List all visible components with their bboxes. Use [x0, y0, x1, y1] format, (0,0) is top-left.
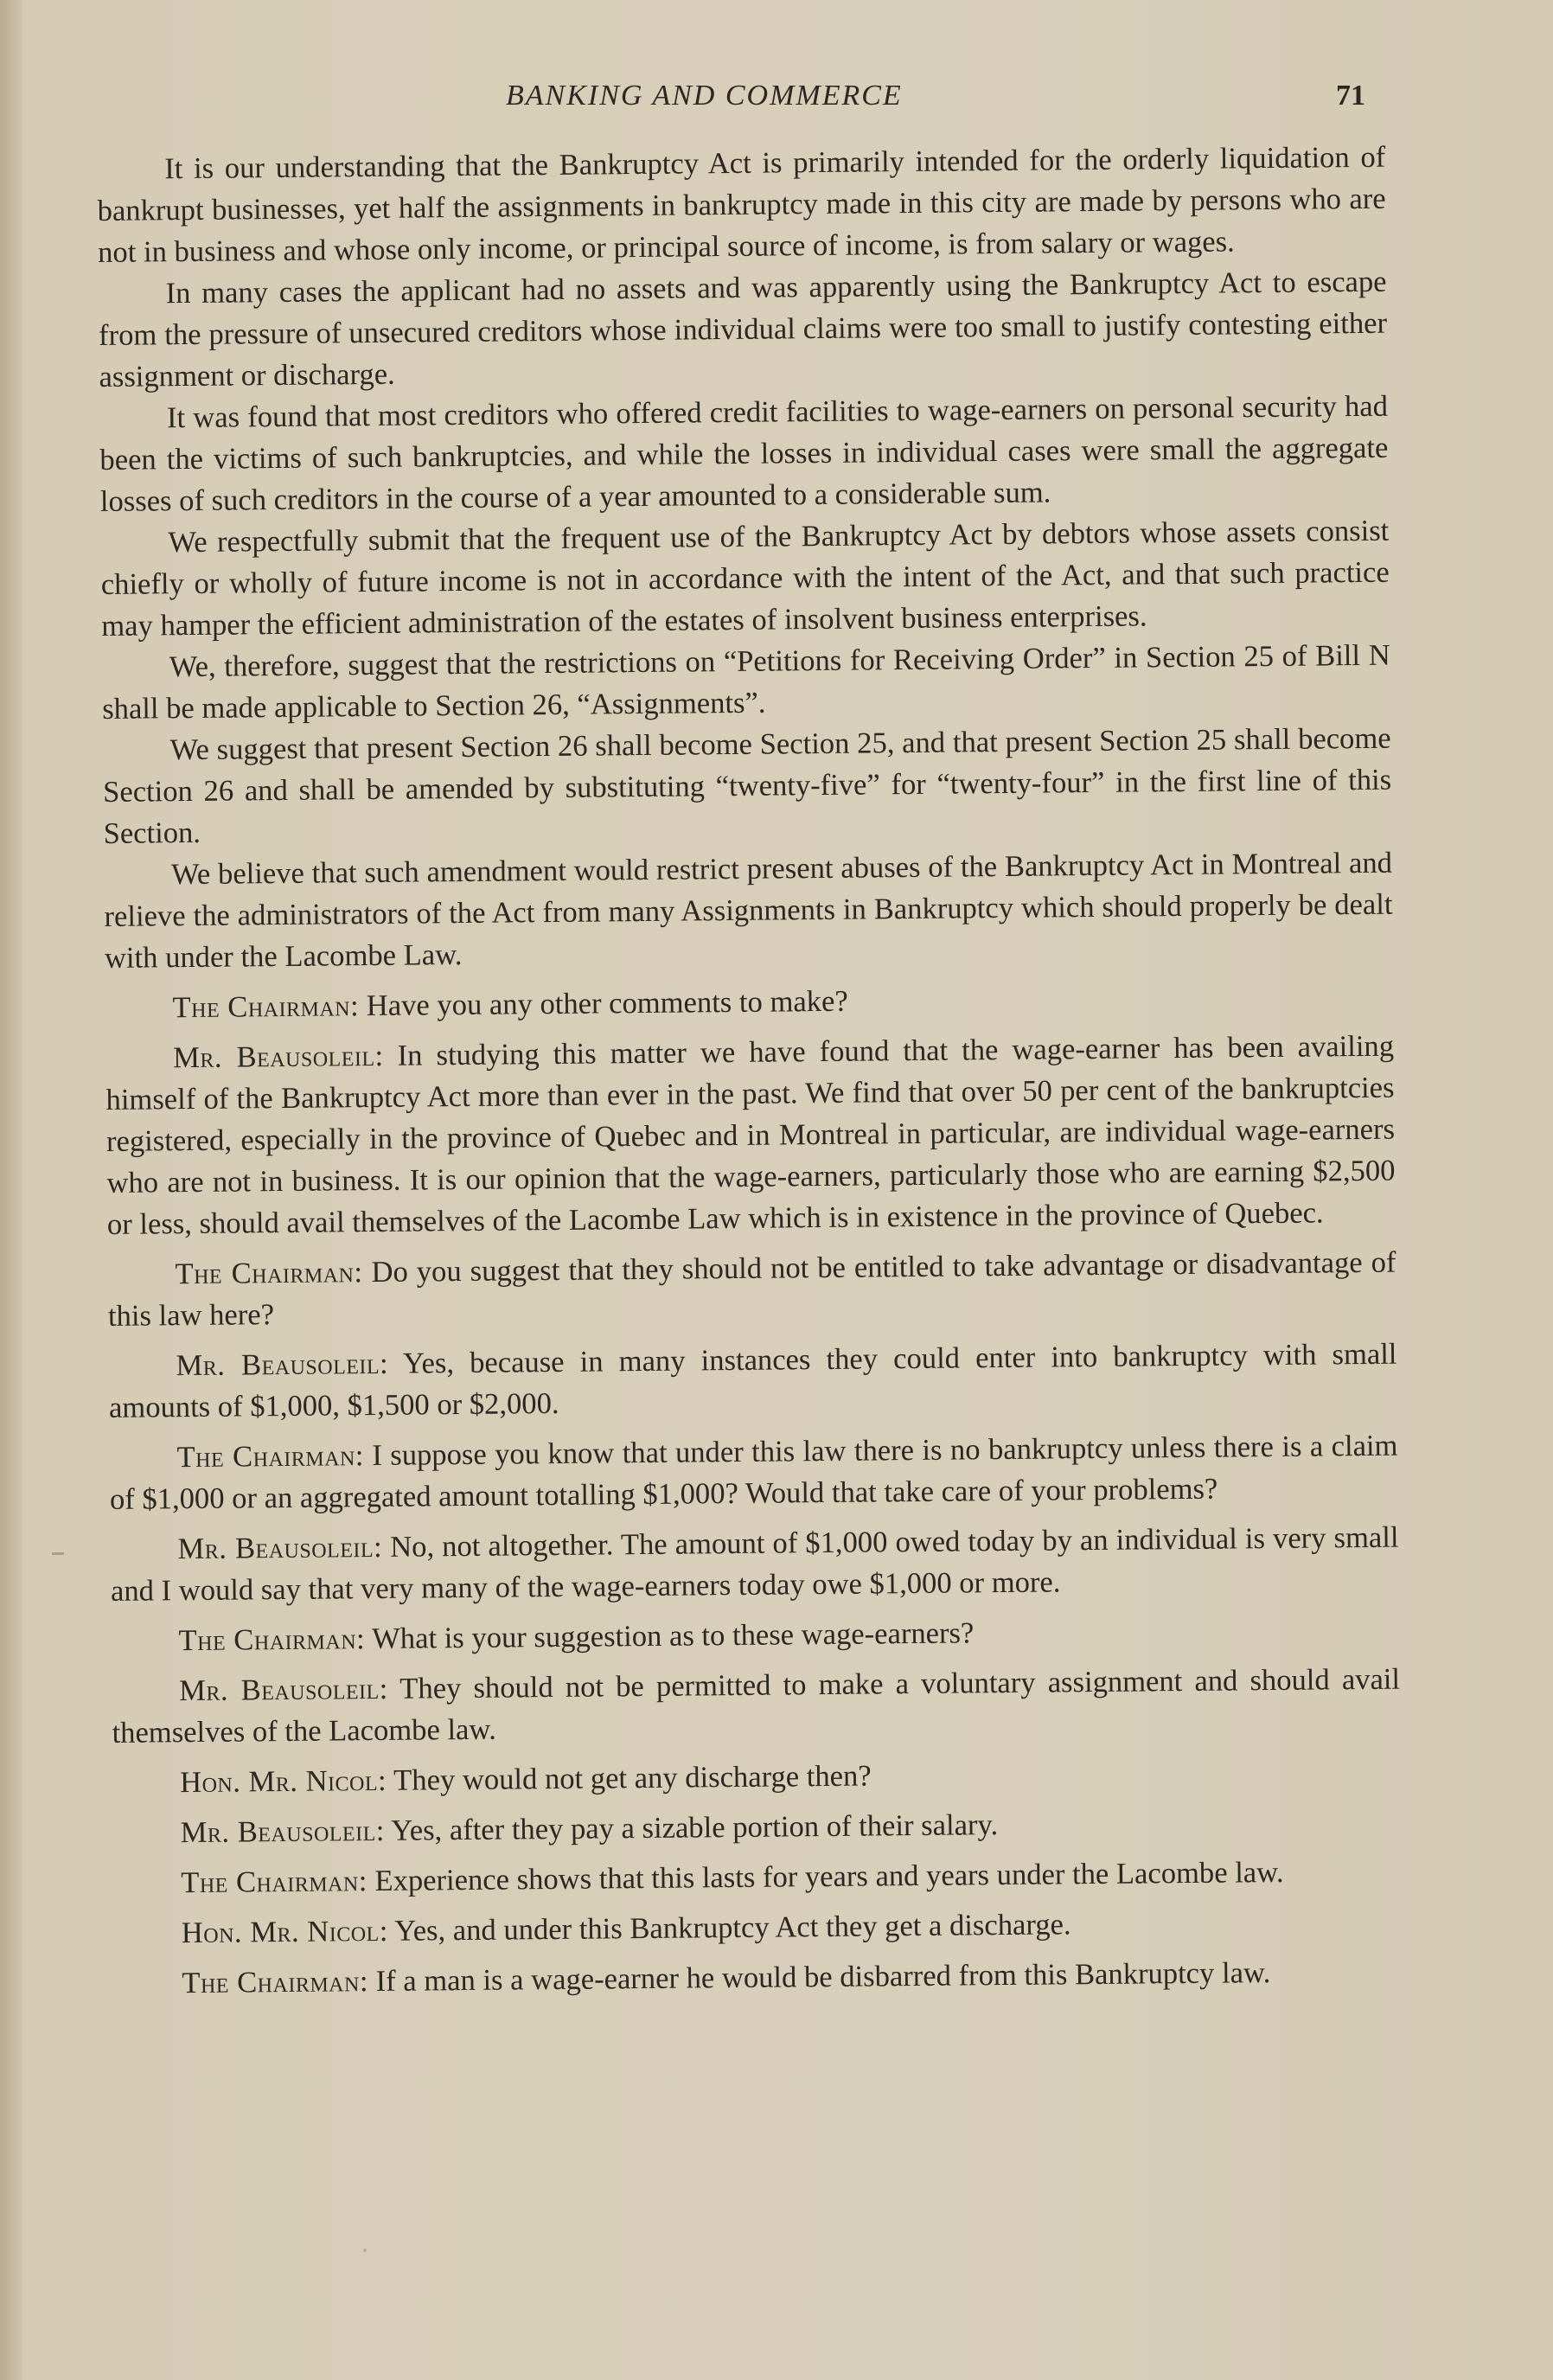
speech-text: I suppose you know that under this law there is no bankruptcy unless there is a claim of $1,000 or an aggregated amount totalling $1,000? Would that take care of your problems?	[109, 1429, 1398, 1516]
speaker-name: The Chairman:	[172, 989, 360, 1025]
dialogue-turn	[112, 1750, 1401, 1804]
paragraph: We, therefore, suggest that the restrictions on “Petitions for Receiving Order” in Section 25 of Bill N shall be made applicable to Section 26, “Assignments”.	[102, 638, 1390, 726]
margin-mark	[52, 1552, 64, 1555]
paragraph: In many cases the applicant had no assets and was apparently using the Bankruptcy Act to escape from the pressure of unsecured creditors whose individual claims were too small to justify contesting either assignment or discharge.	[98, 265, 1388, 393]
page-number: 71	[1336, 80, 1365, 112]
dialogue-turn	[105, 1026, 1396, 1245]
speaker-name: Mr. Beausoleil:	[172, 1039, 384, 1075]
speaker-name: The Chairman:	[175, 1256, 363, 1291]
speech-text: Yes, and under this Bankruptcy Act they get a discharge.	[394, 1908, 1071, 1948]
dialogue-turn	[112, 1801, 1401, 1854]
dialogue-turn	[114, 1951, 1403, 2005]
speaker-name: Hon. Mr. Nicol:	[179, 1763, 387, 1800]
dialogue-turn	[114, 1901, 1403, 1955]
dialogue-turn	[110, 1517, 1399, 1612]
page-spine-shadow	[0, 0, 22, 2380]
paragraph: We suggest that present Section 26 shall become Section 25, and that present Section 25 shall become Section 26 and shall be amended by substituting “twenty-five” for “twenty-four” in the first line of this Section.	[102, 721, 1392, 850]
dialogue-turn	[111, 1609, 1399, 1662]
speech-text: What is your suggestion as to these wage-earners?	[372, 1616, 975, 1656]
speech-text: They should not be permitted to make a voluntary assignment and should avail themselves of the Lacombe law.	[112, 1662, 1401, 1750]
speaker-name: The Chairman:	[181, 1865, 368, 1900]
dialogue-turn	[112, 1659, 1401, 1754]
speaker-name: The Chairman:	[176, 1439, 365, 1475]
dialogue-turn	[109, 1425, 1398, 1520]
speech-text: Experience shows that this lasts for years and years under the Lacombe law.	[374, 1855, 1284, 1898]
speech-text: Yes, after they pay a sizable portion of their salary.	[391, 1808, 999, 1847]
paragraph: We respectfully submit that the frequent use of the Bankruptcy Act by debtors whose assets consist chiefly or wholly of future income is not in accordance with the intent of the Act, and that such practice may hamper the efficient administration of the estates of insolvent business enterprises.	[100, 514, 1390, 643]
speech-text: Do you suggest that they should not be entitled to take advantage or disadvantage of this law here?	[107, 1245, 1396, 1333]
dialogue-turn	[113, 1851, 1402, 1904]
speech-text: If a man is a wage-earner he would be disbarred from this Bankruptcy law.	[375, 1956, 1271, 1998]
running-header	[0, 80, 1553, 123]
speech-text: No, not altogether. The amount of $1,000 owed today by an individual is very small and I would say that very many of the wage-earners today owe $1,000 or more.	[110, 1520, 1399, 1608]
speech-text: They would not get any discharge then?	[393, 1759, 872, 1797]
speaker-name: Mr. Beausoleil:	[177, 1530, 383, 1566]
running-title: BANKING AND COMMERCE	[506, 80, 903, 112]
body-text	[97, 137, 1403, 2005]
speaker-name: Mr. Beausoleil:	[178, 1672, 388, 1708]
paragraph: It was found that most creditors who offered credit facilities to wage-earners on personal security had been the victims of such bankruptcies, and while the losses in individual cases were small the aggregate losses of such creditors in the course of a year amounted to a considerable sum.	[99, 389, 1389, 518]
paragraph: We believe that such amendment would restrict present abuses of the Bankruptcy Act in Montreal and relieve the administrators of the Act from many Assignments in Bankruptcy which should properly be dealt with under the Lacombe Law.	[104, 846, 1393, 975]
speech-text: Yes, because in many instances they could enter into bankruptcy with small amounts of $1,000, $1,500 or $2,000.	[108, 1337, 1397, 1424]
speaker-name: Hon. Mr. Nicol:	[181, 1914, 389, 1950]
speaker-name: The Chairman:	[178, 1622, 366, 1658]
dialogue-turn	[105, 976, 1393, 1029]
dialogue-turn	[108, 1334, 1397, 1429]
dialogue-turn	[107, 1242, 1396, 1337]
paragraph: It is our understanding that the Bankruptcy Act is primarily intended for the orderly liquidation of bankrupt businesses, yet half the assignments in bankruptcy made in this city are made by persons who are not in business and whose only income, or principal source of income, is from salary or wages.	[97, 140, 1386, 269]
speaker-name: Mr. Beausoleil:	[176, 1347, 389, 1383]
speaker-name: Mr. Beausoleil:	[180, 1814, 386, 1850]
speech-text: In studying this matter we have found that the wage-earner has been availing himself of the Bankruptcy Act more than ever in the past. We find that over 50 per cent of the bankruptcies registered, especially in the province of Quebec and in Montreal in particular, are individual wage-earners who are not in business. It is our opinion that the wage-earners, particularly those who are earning $2,500 or less, should avail themselves of the Lacombe Law which is in existence in the province of Quebec.	[105, 1029, 1396, 1241]
ink-speck	[363, 2249, 367, 2252]
speaker-name: The Chairman:	[182, 1965, 369, 2000]
speech-text: Have you any other comments to make?	[366, 984, 848, 1023]
